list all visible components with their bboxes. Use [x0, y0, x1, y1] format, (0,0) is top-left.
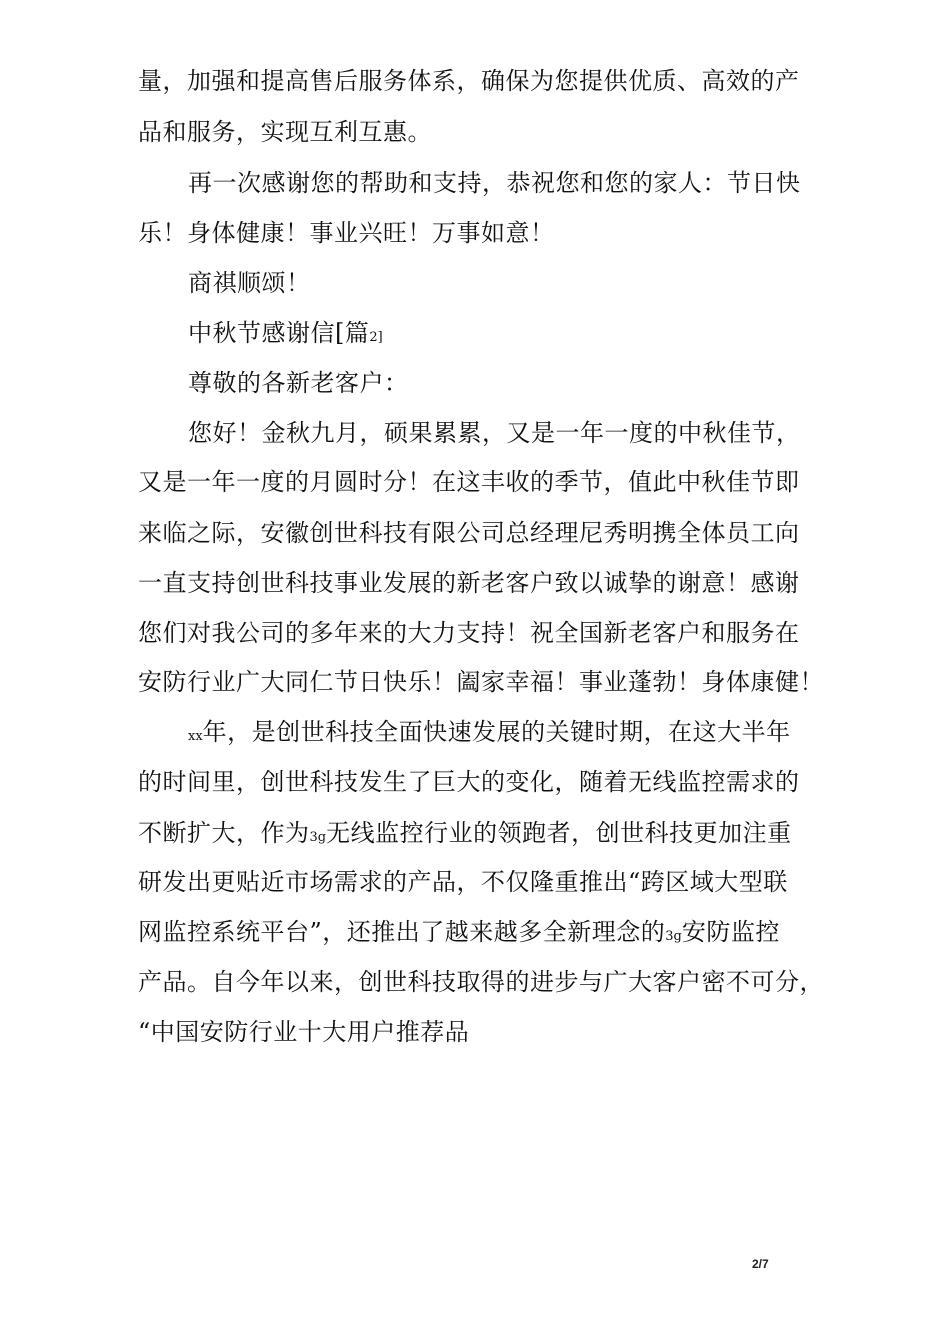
text-line: [188, 717, 908, 752]
text-segment: 无线监控行业的领跑者，创世科技更加注重: [326, 819, 792, 847]
closing-salutation: 商祺顺颂！: [188, 269, 311, 297]
text-line: 品和服务，实现互利互惠。: [138, 118, 432, 146]
text-line: 产品。自今年以来，创世科技取得的进步与广大客户密不可分，: [138, 968, 824, 996]
section-heading: [188, 318, 908, 353]
tech-term: 3g: [309, 830, 327, 845]
text-line: 安防行业广大同仁节日快乐！阖家幸福！事业蓬勃！身体康健！: [138, 668, 824, 696]
section-heading-text: 中秋节感谢信[篇: [188, 319, 370, 347]
text-line: [138, 917, 858, 952]
text-segment: 年，是创世科技全面快速发展的关键时期，在这大半年: [202, 718, 791, 746]
text-segment: 网监控系统平台”，还推出了越来越多全新理念的: [138, 918, 666, 946]
greeting: 尊敬的各新老客户：: [188, 369, 409, 397]
text-line: 乐！身体健康！事业兴旺！万事如意！: [138, 219, 555, 247]
text-line: 一直支持创世科技事业发展的新老客户致以诚挚的谢意！感谢: [138, 569, 800, 597]
section-heading-number: 2]: [369, 330, 383, 345]
text-line: 来临之际，安徽创世科技有限公司总经理尼秀明携全体员工向: [138, 519, 800, 547]
page-number: 2/7: [752, 1257, 769, 1271]
year-placeholder: xx: [188, 729, 203, 744]
text-line: 研发出更贴近市场需求的产品，不仅隆重推出“跨区域大型联: [138, 868, 788, 896]
text-line: [138, 818, 858, 853]
tech-term: 3g: [665, 929, 682, 944]
text-segment: 不断扩大，作为: [138, 819, 310, 847]
text-line: 您们对我公司的多年来的大力支持！祝全国新老客户和服务在: [138, 619, 800, 647]
text-line: “中国安防行业十大用户推荐品: [138, 1018, 470, 1046]
text-line: 再一次感谢您的帮助和支持，恭祝您和您的家人：节日快: [188, 169, 801, 197]
text-segment: 安防监控: [681, 918, 780, 946]
text-line: 量，加强和提高售后服务体系，确保为您提供优质、高效的产: [138, 67, 800, 95]
text-line: 的时间里，创世科技发生了巨大的变化，随着无线监控需求的: [138, 768, 800, 796]
text-line: 您好！金秋九月，硕果累累，又是一年一度的中秋佳节，: [188, 419, 801, 447]
text-line: 又是一年一度的月圆时分！在这丰收的季节，值此中秋佳节即: [138, 468, 800, 496]
